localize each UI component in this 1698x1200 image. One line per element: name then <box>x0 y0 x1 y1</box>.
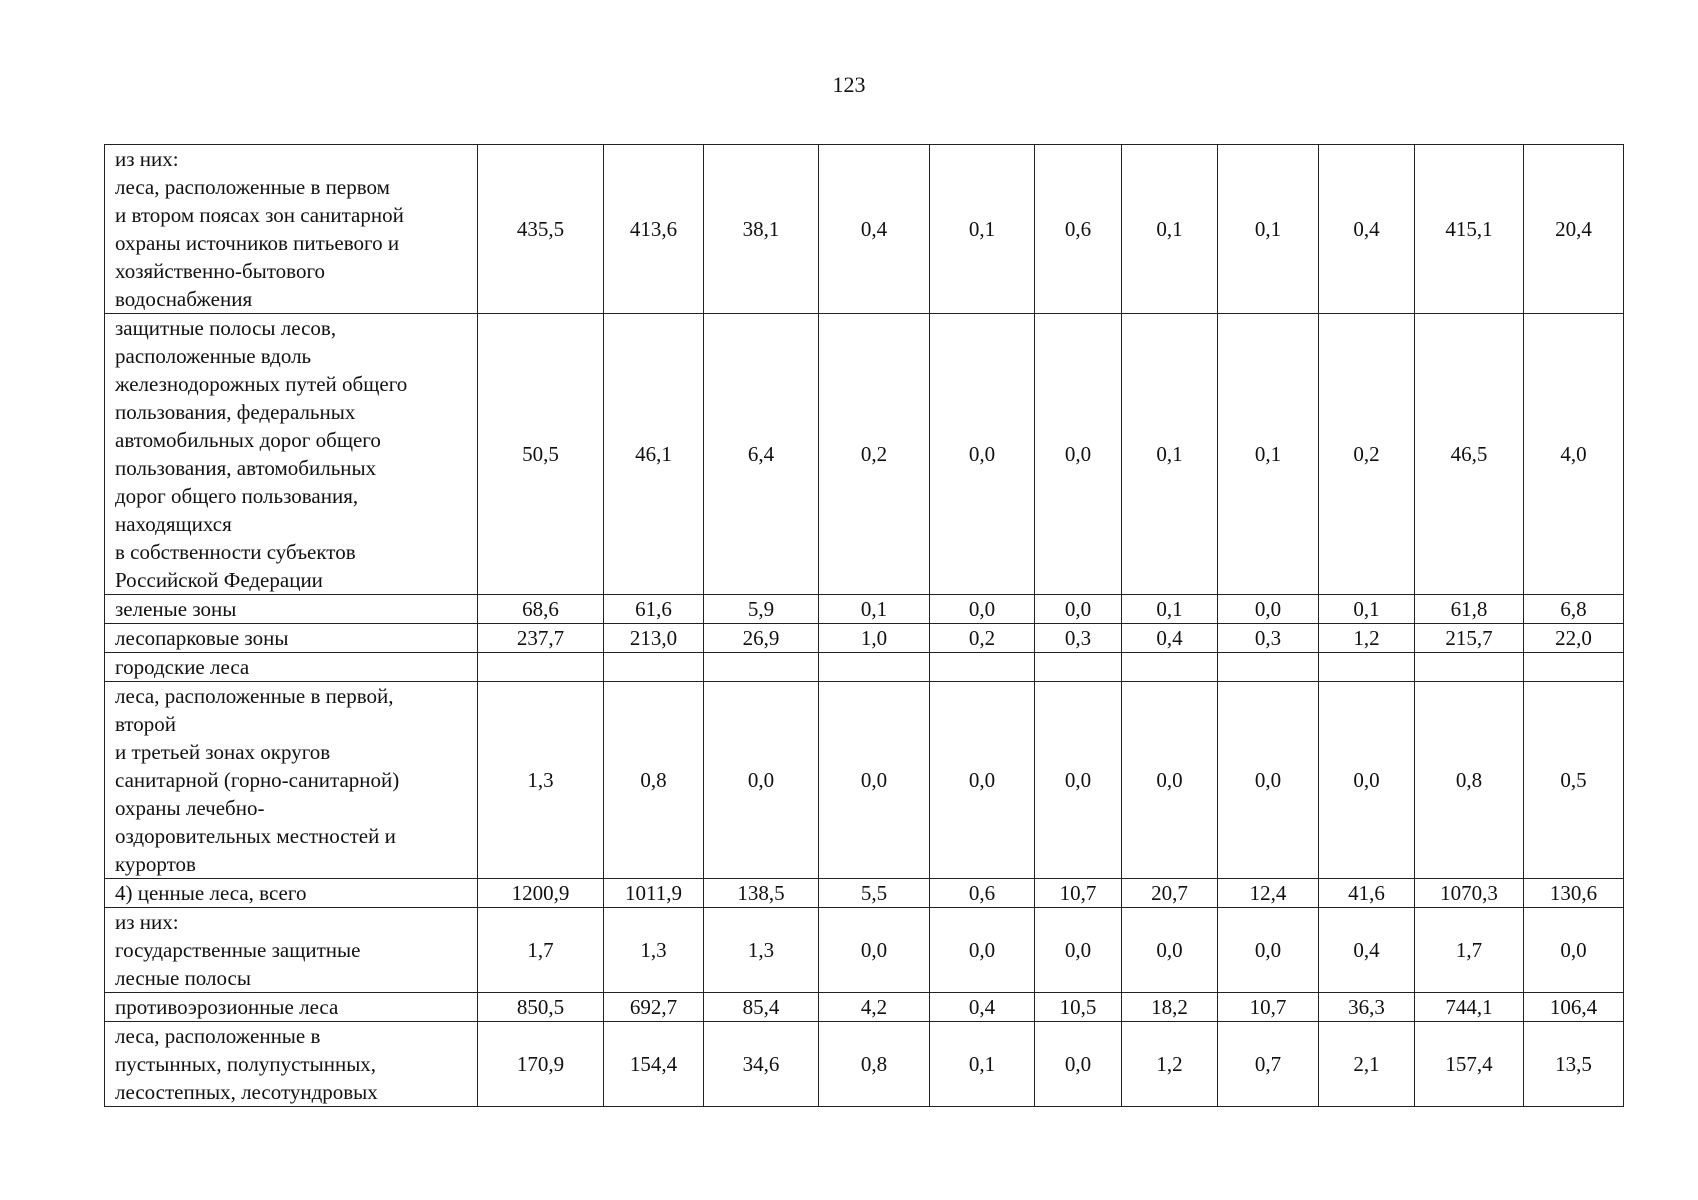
table-cell: 1,2 <box>1319 624 1415 653</box>
row-label: городские леса <box>105 653 478 682</box>
table-cell: 0,1 <box>1122 145 1218 314</box>
table-cell: 0,7 <box>1218 1022 1319 1107</box>
table-cell: 157,4 <box>1415 1022 1524 1107</box>
table-cell: 0,1 <box>1122 314 1218 595</box>
table-cell: 2,1 <box>1319 1022 1415 1107</box>
table-cell <box>478 653 604 682</box>
table-cell: 138,5 <box>704 879 819 908</box>
table-cell: 10,7 <box>1035 879 1122 908</box>
table-cell: 213,0 <box>604 624 704 653</box>
table-cell: 5,5 <box>819 879 930 908</box>
table-cell <box>1035 653 1122 682</box>
table-row <box>105 879 1624 908</box>
row-label: из них: государственные защитные лесные полосы <box>105 908 478 993</box>
table-cell: 13,5 <box>1524 1022 1624 1107</box>
table-cell <box>1524 653 1624 682</box>
table-cell: 0,3 <box>1035 624 1122 653</box>
table-cell: 1,3 <box>604 908 704 993</box>
table-cell: 0,0 <box>1218 682 1319 879</box>
table-cell: 0,6 <box>1035 145 1122 314</box>
table-row <box>105 653 1624 682</box>
row-label: защитные полосы лесов, расположенные вдоль железнодорожных путей общего пользования, федеральных автомобильных дорог общего пользования, автомобильных дорог общего пользования, находящихся в собственности субъектов Российской Федерации <box>105 314 478 595</box>
table-cell: 20,4 <box>1524 145 1624 314</box>
table-row <box>105 682 1624 879</box>
table-cell: 34,6 <box>704 1022 819 1107</box>
table-cell: 0,0 <box>819 682 930 879</box>
row-label: 4) ценные леса, всего <box>105 879 478 908</box>
data-table <box>104 144 1624 1107</box>
table-cell <box>1319 653 1415 682</box>
table-cell: 18,2 <box>1122 993 1218 1022</box>
table-cell: 1,3 <box>704 908 819 993</box>
table-cell: 0,0 <box>1035 1022 1122 1107</box>
table-cell <box>704 653 819 682</box>
table-cell: 0,4 <box>1122 624 1218 653</box>
table-cell: 0,0 <box>1035 314 1122 595</box>
table-cell: 1200,9 <box>478 879 604 908</box>
table-cell: 0,0 <box>930 314 1035 595</box>
row-label: леса, расположенные в первой, второй и третьей зонах округов санитарной (горно-санитарной) охраны лечебно- оздоровительных местностей и курортов <box>105 682 478 879</box>
table-cell: 0,0 <box>819 908 930 993</box>
table-cell: 22,0 <box>1524 624 1624 653</box>
table-row <box>105 1022 1624 1107</box>
table-cell <box>604 653 704 682</box>
table-cell: 215,7 <box>1415 624 1524 653</box>
table-cell: 0,8 <box>1415 682 1524 879</box>
table-cell: 0,0 <box>1218 908 1319 993</box>
table-cell: 0,0 <box>930 682 1035 879</box>
table-cell: 0,0 <box>930 595 1035 624</box>
table-cell: 413,6 <box>604 145 704 314</box>
table-cell: 20,7 <box>1122 879 1218 908</box>
table-cell: 0,0 <box>1122 908 1218 993</box>
table-cell: 36,3 <box>1319 993 1415 1022</box>
table-row <box>105 314 1624 595</box>
table-cell: 0,0 <box>1122 682 1218 879</box>
table-cell <box>930 653 1035 682</box>
page-number: 123 <box>832 72 866 97</box>
table-cell <box>1415 653 1524 682</box>
table-cell: 68,6 <box>478 595 604 624</box>
table-cell: 26,9 <box>704 624 819 653</box>
table-cell: 0,1 <box>930 145 1035 314</box>
table-cell: 0,6 <box>930 879 1035 908</box>
table-cell: 154,4 <box>604 1022 704 1107</box>
table-cell: 4,0 <box>1524 314 1624 595</box>
table-row <box>105 993 1624 1022</box>
table-cell: 0,4 <box>1319 145 1415 314</box>
table-row <box>105 624 1624 653</box>
table-cell: 1070,3 <box>1415 879 1524 908</box>
table-cell: 1011,9 <box>604 879 704 908</box>
table-cell: 46,5 <box>1415 314 1524 595</box>
table-cell: 0,0 <box>1035 595 1122 624</box>
table-cell: 41,6 <box>1319 879 1415 908</box>
table-cell: 0,1 <box>1122 595 1218 624</box>
table-cell: 10,5 <box>1035 993 1122 1022</box>
table-cell: 1,0 <box>819 624 930 653</box>
table-cell: 435,5 <box>478 145 604 314</box>
table-cell: 1,3 <box>478 682 604 879</box>
table-cell: 850,5 <box>478 993 604 1022</box>
table-body <box>105 145 1624 1107</box>
table-cell: 1,7 <box>1415 908 1524 993</box>
table-cell: 0,0 <box>1035 908 1122 993</box>
table-cell: 170,9 <box>478 1022 604 1107</box>
table-cell: 5,9 <box>704 595 819 624</box>
table-cell: 0,2 <box>819 314 930 595</box>
row-label: лесопарковые зоны <box>105 624 478 653</box>
table-cell: 0,0 <box>1218 595 1319 624</box>
table-cell: 237,7 <box>478 624 604 653</box>
table-cell: 130,6 <box>1524 879 1624 908</box>
table-cell: 0,0 <box>704 682 819 879</box>
table-cell: 0,1 <box>1319 595 1415 624</box>
table-row <box>105 145 1624 314</box>
table-cell: 0,1 <box>819 595 930 624</box>
row-label: зеленые зоны <box>105 595 478 624</box>
table-cell: 415,1 <box>1415 145 1524 314</box>
table-cell: 0,4 <box>1319 908 1415 993</box>
table-cell: 0,4 <box>930 993 1035 1022</box>
table-cell: 744,1 <box>1415 993 1524 1022</box>
table-cell: 0,3 <box>1218 624 1319 653</box>
table-cell: 0,0 <box>930 908 1035 993</box>
table-cell: 692,7 <box>604 993 704 1022</box>
table-cell: 61,6 <box>604 595 704 624</box>
table-cell: 106,4 <box>1524 993 1624 1022</box>
table-cell: 4,2 <box>819 993 930 1022</box>
table-cell: 0,5 <box>1524 682 1624 879</box>
table-cell: 0,4 <box>819 145 930 314</box>
table-cell: 61,8 <box>1415 595 1524 624</box>
row-label: противоэрозионные леса <box>105 993 478 1022</box>
table-row <box>105 595 1624 624</box>
table-cell: 6,4 <box>704 314 819 595</box>
table-cell: 0,2 <box>930 624 1035 653</box>
table-cell <box>819 653 930 682</box>
table-cell <box>1122 653 1218 682</box>
table-cell: 0,0 <box>1319 682 1415 879</box>
table-cell: 12,4 <box>1218 879 1319 908</box>
table-cell: 0,1 <box>1218 314 1319 595</box>
table-cell: 50,5 <box>478 314 604 595</box>
table-cell: 0,1 <box>1218 145 1319 314</box>
table-cell: 10,7 <box>1218 993 1319 1022</box>
table-cell: 0,0 <box>1035 682 1122 879</box>
table-cell: 0,2 <box>1319 314 1415 595</box>
table-cell <box>1218 653 1319 682</box>
table-cell: 1,7 <box>478 908 604 993</box>
table-row <box>105 908 1624 993</box>
row-label: из них: леса, расположенные в первом и втором поясах зон санитарной охраны источников питьевого и хозяйственно-бытового водоснабжения <box>105 145 478 314</box>
table-cell: 1,2 <box>1122 1022 1218 1107</box>
table-cell: 6,8 <box>1524 595 1624 624</box>
row-label: леса, расположенные в пустынных, полупустынных, лесостепных, лесотундровых <box>105 1022 478 1107</box>
table-cell: 38,1 <box>704 145 819 314</box>
table-cell: 85,4 <box>704 993 819 1022</box>
table-cell: 0,8 <box>604 682 704 879</box>
table-cell: 0,8 <box>819 1022 930 1107</box>
table-cell: 0,1 <box>930 1022 1035 1107</box>
table-cell: 0,0 <box>1524 908 1624 993</box>
table-cell: 46,1 <box>604 314 704 595</box>
